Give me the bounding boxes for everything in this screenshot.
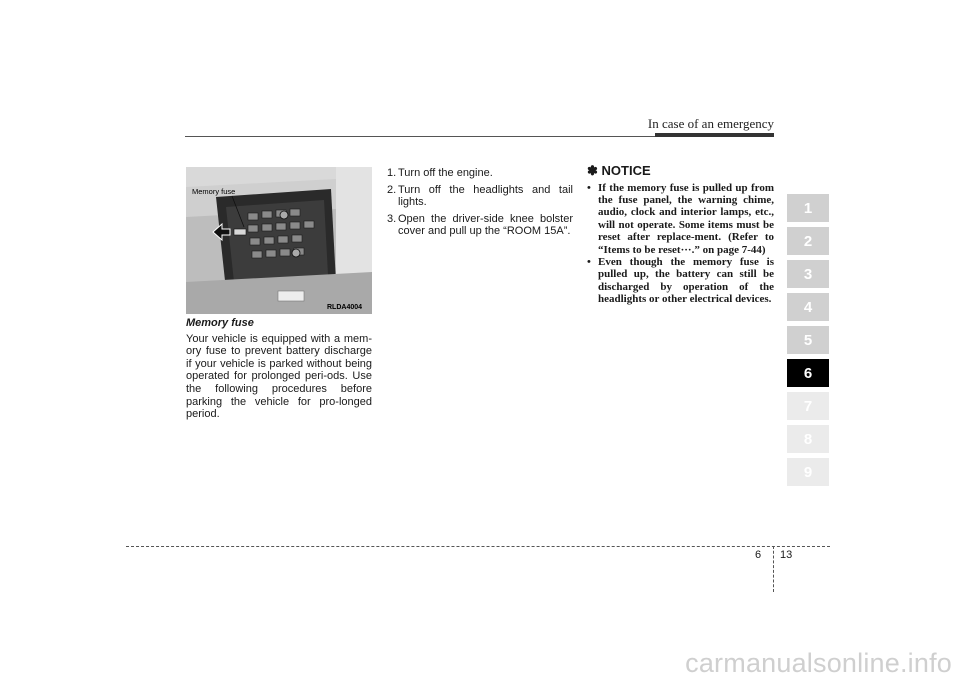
step-number: 2. bbox=[387, 183, 397, 196]
page-chapter-number: 6 bbox=[755, 549, 762, 561]
step-text: Turn off the engine. bbox=[398, 167, 493, 179]
step-item bbox=[387, 167, 573, 180]
footer-divider bbox=[773, 546, 774, 592]
bullet-icon: • bbox=[587, 256, 591, 269]
chapter-tabs bbox=[787, 194, 829, 491]
page-number: 13 bbox=[780, 549, 793, 561]
notice-symbol-icon: ✽ bbox=[587, 163, 598, 178]
notice-item bbox=[587, 256, 774, 306]
watermark: carmanualsonline.info bbox=[685, 648, 952, 678]
intro-section bbox=[186, 317, 372, 421]
step-text: Turn off the headlights and tail lights. bbox=[398, 183, 573, 209]
chapter-tab-1[interactable]: 1 bbox=[787, 194, 829, 222]
chapter-tab-9[interactable]: 9 bbox=[787, 458, 829, 486]
intro-subtitle: Memory fuse bbox=[186, 317, 254, 329]
chapter-tab-4[interactable]: 4 bbox=[787, 293, 829, 321]
chapter-tab-8[interactable]: 8 bbox=[787, 425, 829, 453]
chapter-tab-2[interactable]: 2 bbox=[787, 227, 829, 255]
notice-list bbox=[587, 182, 774, 306]
step-item bbox=[387, 184, 573, 209]
chapter-tab-3[interactable]: 3 bbox=[787, 260, 829, 288]
notice-text: Even though the memory fuse is pulled up, the battery can still be discharged by operation of the headlights or other electrical devices. bbox=[598, 256, 774, 306]
procedure-section bbox=[387, 167, 573, 242]
intro-body: Your vehicle is equipped with a mem-ory fuse to prevent battery discharge if your vehicle is parked without being operated for prolonged peri-ods. Use the following procedures before parking the vehicle for pro-longed period. bbox=[186, 332, 372, 421]
section-title: In case of an emergency bbox=[647, 116, 774, 131]
notice-text: If the memory fuse is pulled up from the fuse panel, the warning chime, audio, clock and interior lamps, etc., will not operate. Some items must be reset after replace-ment. (Refer to “Items to be reset···.” on page 7-44) bbox=[598, 181, 774, 256]
step-text: Open the driver-side knee bolster cover and pull up the “ROOM 15A”. bbox=[398, 212, 573, 238]
notice-section bbox=[587, 165, 774, 306]
figure-callout-label: Memory fuse bbox=[192, 187, 236, 196]
step-number: 3. bbox=[387, 212, 397, 225]
bullet-icon: • bbox=[587, 181, 591, 194]
step-number: 1. bbox=[387, 167, 397, 179]
procedure-steps bbox=[387, 167, 573, 238]
notice-item bbox=[587, 182, 774, 256]
figure-code: RLDA4004 bbox=[327, 304, 363, 311]
chapter-tab-6[interactable]: 6 bbox=[787, 359, 829, 387]
footer-rule bbox=[126, 546, 830, 547]
chapter-tab-7[interactable]: 7 bbox=[787, 392, 829, 420]
notice-title: NOTICE bbox=[601, 163, 651, 178]
header-rule-accent bbox=[655, 133, 774, 137]
notice-heading bbox=[587, 165, 774, 178]
step-item bbox=[387, 213, 573, 238]
memory-fuse-figure bbox=[186, 167, 372, 314]
chapter-tab-5[interactable]: 5 bbox=[787, 326, 829, 354]
